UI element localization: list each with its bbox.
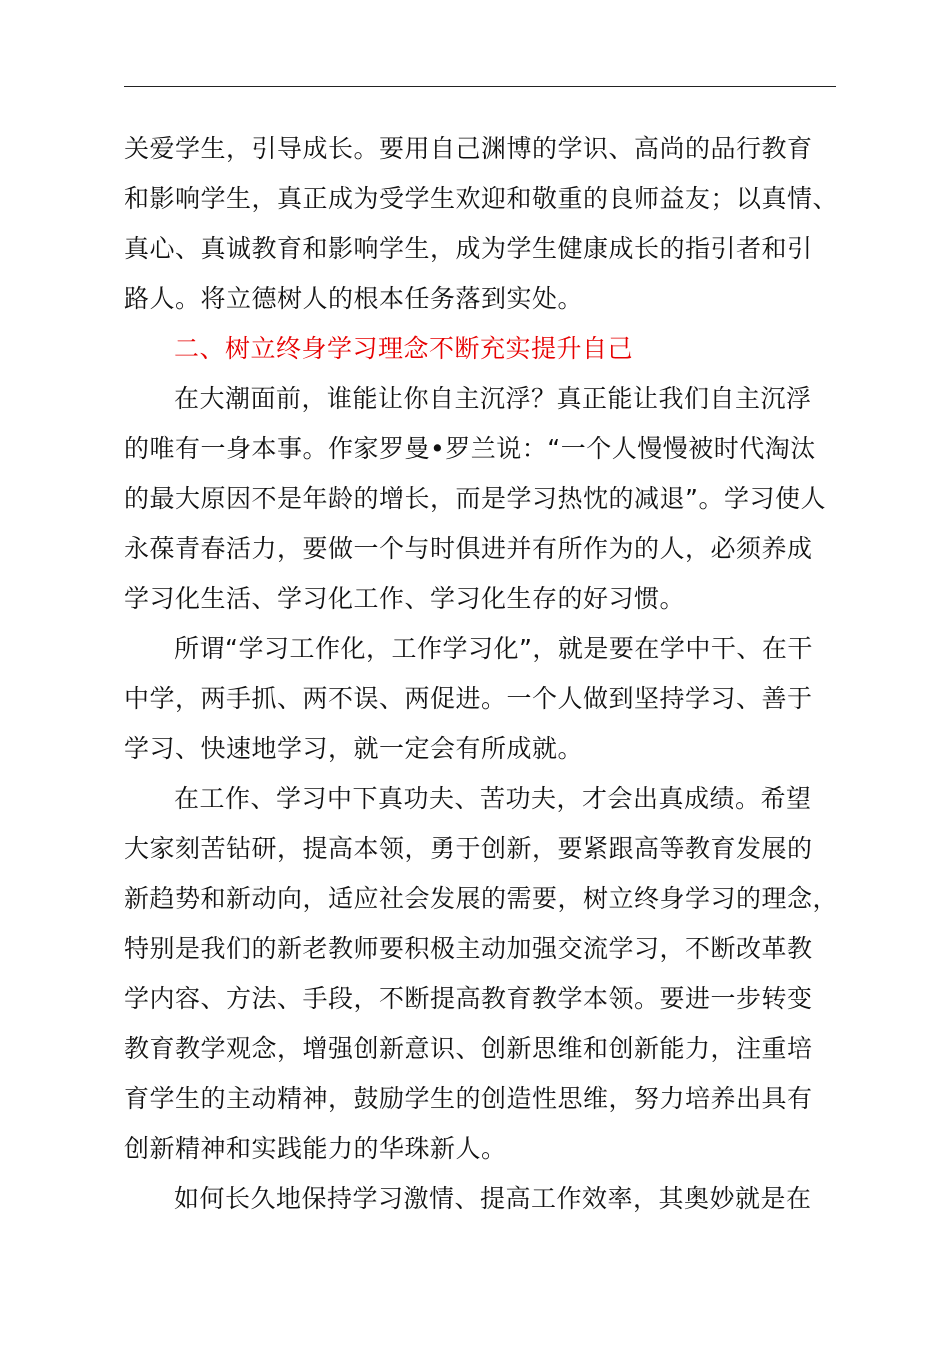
header-rule [124,86,836,87]
paragraph-line: 新趋势和新动向，适应社会发展的需要，树立终身学习的理念， [124,884,839,913]
paragraph-line: 中学，两手抓、两不误、两促进。一个人做到坚持学习、善于 [124,684,813,713]
paragraph-line: 教育教学观念，增强创新意识、创新思维和创新能力，注重培 [124,1034,813,1063]
paragraph-line: 真心、真诚教育和影响学生，成为学生健康成长的指引者和引 [124,234,813,263]
paragraph-line: 大家刻苦钻研，提高本领，勇于创新，要紧跟高等教育发展的 [124,834,813,863]
section-heading: 二、树立终身学习理念不断充实提升自己 [174,334,634,363]
paragraph-line: 在大潮面前，谁能让你自主沉浮？真正能让我们自主沉浮 [174,384,812,413]
paragraph-line: 如何长久地保持学习激情、提高工作效率，其奥妙就是在 [174,1184,812,1213]
paragraph-line: 学习、快速地学习，就一定会有所成就。 [124,734,584,763]
paragraph-line: 的唯有一身本事。作家罗曼•罗兰说：“一个人慢慢被时代淘汰 [124,434,816,463]
paragraph-line: 所谓“学习工作化，工作学习化”，就是要在学中干、在干 [174,634,813,663]
paragraph-line: 永葆青春活力，要做一个与时俱进并有所作为的人，必须养成 [124,534,813,563]
paragraph-line: 特别是我们的新老教师要积极主动加强交流学习，不断改革教 [124,934,813,963]
paragraph-line: 路人。将立德树人的根本任务落到实处。 [124,284,584,313]
paragraph-line: 的最大原因不是年龄的增长，而是学习热忱的减退”。学习使人 [124,484,826,513]
paragraph-line: 学内容、方法、手段，不断提高教育教学本领。要进一步转变 [124,984,813,1013]
paragraph-line: 学习化生活、学习化工作、学习化生存的好习惯。 [124,584,686,613]
paragraph-line: 关爱学生，引导成长。要用自己渊博的学识、高尚的品行教育 [124,134,813,163]
paragraph-line: 和影响学生，真正成为受学生欢迎和敬重的良师益友；以真情、 [124,184,839,213]
paragraph-line: 在工作、学习中下真功夫、苦功夫，才会出真成绩。希望 [174,784,812,813]
document-body [124,124,840,1224]
paragraph-line: 创新精神和实践能力的华珠新人。 [124,1134,507,1163]
paragraph-line: 育学生的主动精神，鼓励学生的创造性思维，努力培养出具有 [124,1084,813,1113]
